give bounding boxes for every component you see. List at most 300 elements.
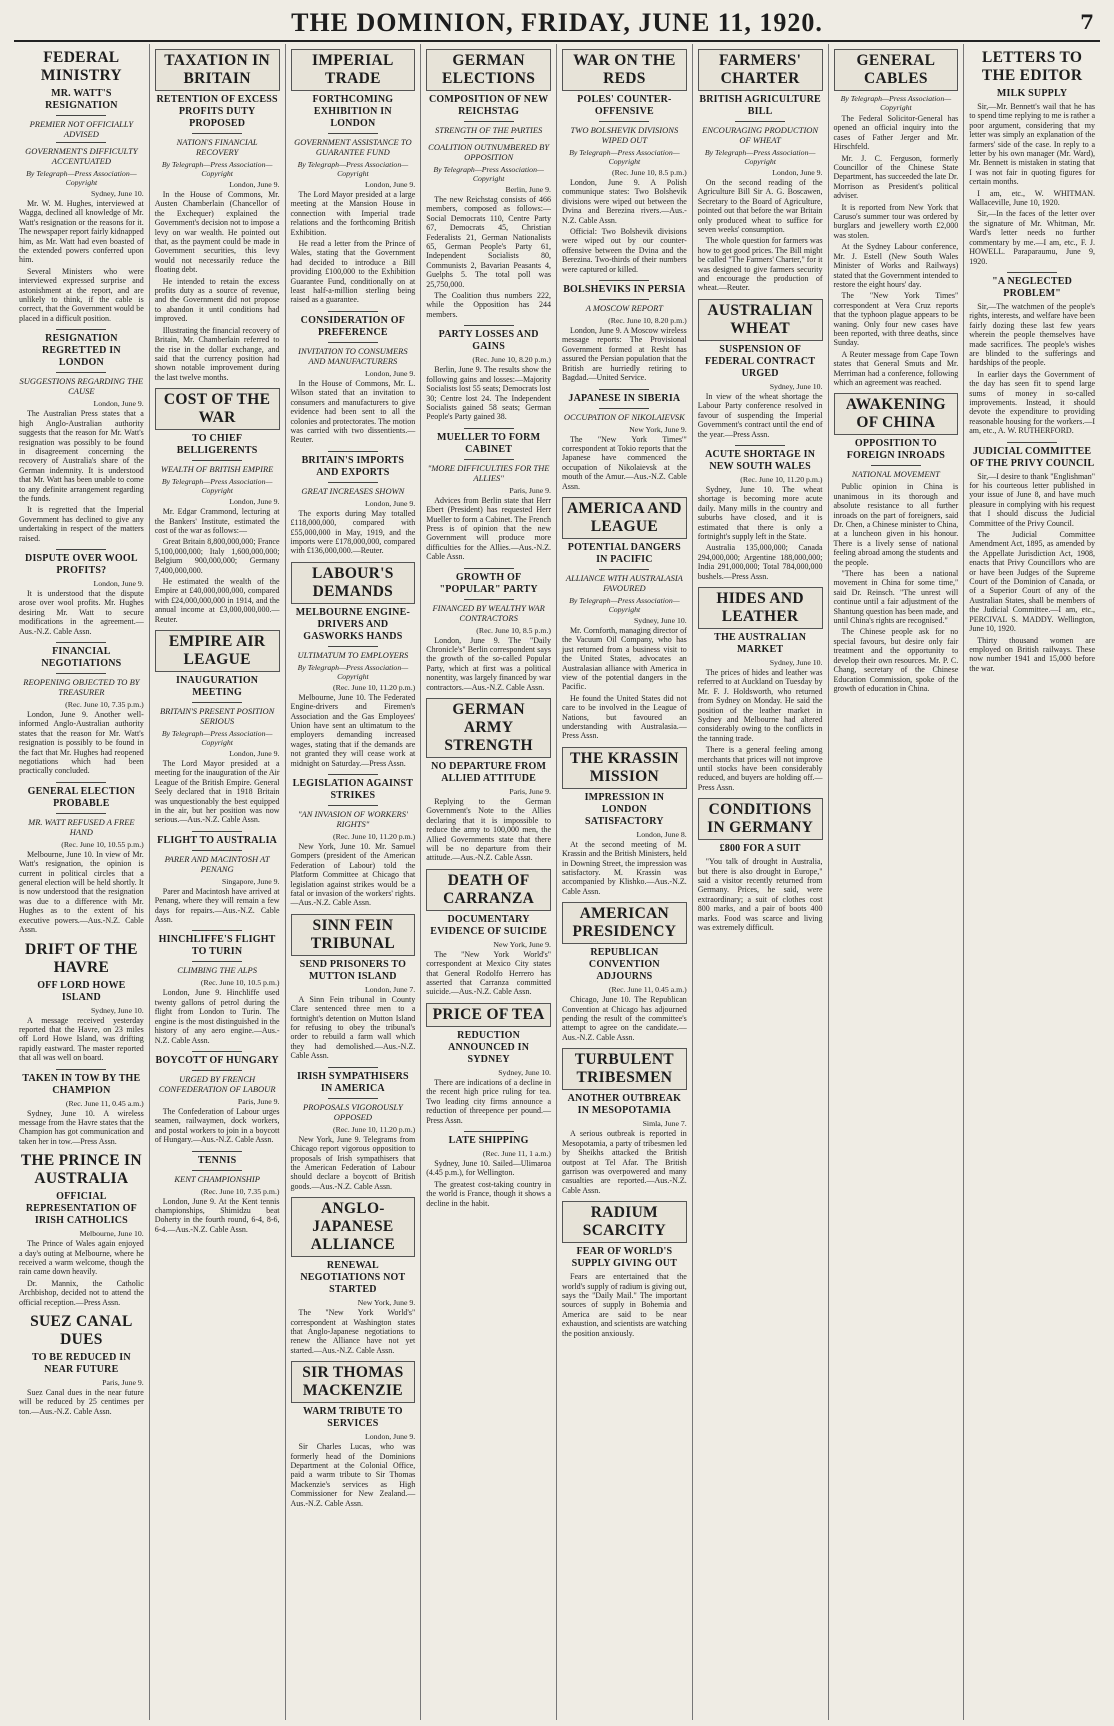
dateline: Simla, June 7. — [642, 1119, 687, 1129]
article-subheading: PROPOSALS VIGOROUSLY OPPOSED — [303, 1101, 403, 1122]
article-paragraph: Sydney, June 10. A wireless message from the Havre states that the Champion has got communication and taken her in tow.—Press Assn. — [19, 1108, 144, 1146]
section-divider — [599, 389, 649, 390]
article — [562, 747, 687, 896]
article-subheading: KENT CHAMPIONSHIP — [174, 1173, 260, 1184]
article-subheading: BOYCOTT OF HUNGARY — [155, 1054, 279, 1066]
article-headline: IMPERIAL TRADE — [291, 49, 416, 91]
dateline: (Rec. June 11, 0.45 a.m.) — [608, 985, 687, 995]
heading-rule — [192, 460, 242, 461]
article-paragraph: Several Ministers who were interviewed expressed surprise and astonishment at the report, and are unlikely to think, if the cable is correct, that the Government would be placed in a difficult position. — [19, 266, 144, 323]
dateline: (Rec. June 10, 7.35 p.m.) — [200, 1186, 280, 1196]
article-subheading: SUSPENSION OF FEDERAL CONTRACT URGED — [705, 343, 816, 379]
dateline: Singapore, June 9. — [221, 876, 280, 886]
section-divider — [464, 428, 514, 429]
dateline: London, June 9. — [93, 399, 144, 409]
column-3 — [286, 44, 422, 1720]
dateline: (Rec. June 10, 8.5 p.m.) — [476, 625, 551, 635]
article — [19, 549, 144, 636]
article-paragraph: Replying to the German Government's Note to the Allies declaring that it is impossible to reduce the army to 100,000 men, the Allied Governments state that there will be no departure from their attitude.—Aus.-N.Z. Cable Assn. — [426, 797, 551, 863]
article-headline: TAXATION IN BRITAIN — [155, 49, 280, 91]
section-divider — [599, 280, 649, 281]
dateline: London, June 9. — [229, 497, 280, 507]
article-headline: SINN FEIN TRIBUNAL — [291, 914, 416, 956]
article — [834, 49, 959, 387]
article — [19, 1313, 144, 1416]
article-subheading: "MORE DIFFICULTIES FOR THE ALLIES" — [427, 462, 550, 483]
article — [155, 388, 280, 624]
article-paragraph: Fears are entertained that the world's supply of radium is giving out, says the "Daily Mail." The important sources of supply in Bohemia and America are said to be near exhaustion, and scientists are watching the position anxiously. — [562, 1272, 687, 1338]
article-paragraph: In view of the wheat shortage the Labour Party conference resolved in favour of suspending the Imperial Government's contract until the end of the year.—Press Assn. — [697, 391, 823, 439]
article — [562, 280, 687, 382]
article-paragraph: There are indications of a decline in the recent high price ruling for tea. Two leading city firms announce a reduction of threepence per pound.—Press Assn. — [426, 1077, 551, 1125]
article-paragraph: The "New York Times'" correspondent at Tokio reports that the Japanese have commenced the occupation of Nikolaievsk at the mouth of the Amur.—Aus.-N.Z. Cable Assn. — [562, 434, 687, 491]
article — [155, 630, 280, 825]
dateline: Melbourne, June 10. — [79, 1229, 144, 1239]
dateline: (Rec. June 10, 10.5 p.m.) — [200, 978, 280, 988]
article-paragraph: Sir,—I desire to thank "Englishman" for his courteous letter published in your issue of June 8, and have much pleasure in complying with his request that I should discuss the Judicial Committee of the Privy Council. — [969, 471, 1095, 528]
article-paragraph: Public opinion in China is unanimous in its thorough and absolute resistance to all further inroads on the part of foreigners, said Dr. Chen, a Chinese minister to China, at a luncheon given in his honour. There is a lively sense of national feeling abroad among the students and the people. — [833, 482, 959, 567]
article-paragraph: Sydney, June 10. Sailed—Ulimaroa (4.45 p.m.), for Wellington. — [426, 1158, 551, 1178]
article — [19, 49, 144, 323]
heading-rule — [464, 599, 514, 600]
article — [19, 1152, 144, 1307]
article — [698, 587, 823, 792]
article-subheading: COMPOSITION OF NEW REICHSTAG — [428, 94, 549, 117]
heading-rule — [599, 299, 649, 300]
article-paragraph: London, June 9. The "Daily Chronicle's" Berlin correspondent says the growth of the so-called Popular Party, which at first was a political nonentity, was largely financed by war contractors.—Aus.-N.Z. Cable Assn. — [426, 635, 551, 692]
article — [19, 782, 144, 935]
dateline: London, June 9. — [772, 168, 823, 177]
dateline: London, June 9. — [229, 180, 280, 189]
article-paragraph: Sir,—In the faces of the letter over the signature of Mr. Whitman, Mr. Ward's letter needs no further commentary by me.—I am, etc., F. J. HOWELL. Paraparaumu, June 9, 1920. — [969, 209, 1095, 266]
article — [834, 393, 959, 693]
article-paragraph: The Judicial Committee Amendment Act, 1895, as amended by the Appellate Jurisdiction Act, 1908, enacts that Privy Councillors who are or have been Judges of the Supreme Court of the Dominion of Canada, or of a Superior Court of any of the Australian States, shall be members of the Judicial Committee.—I am, etc., PERCIVAL S. MADDY. Wellington, June 10, 1920. — [969, 530, 1095, 634]
article-headline: COST OF THE WAR — [155, 388, 280, 430]
article-headline: HIDES AND LEATHER — [698, 587, 823, 629]
article-subheading: ENCOURAGING PRODUCTION OF WHEAT — [702, 125, 819, 145]
dateline: London, June 9. — [365, 1432, 416, 1442]
article-headline: GENERAL CABLES — [834, 49, 959, 91]
article-paragraph: The "New York Times" correspondent at Vera Cruz reports that the typhoon plague appears to be waning. Only four new cases have been reported, with three deaths, since Sunday. — [833, 291, 959, 348]
dateline: Sydney, June 10. — [633, 615, 687, 625]
article-headline: ANGLO-JAPANESE ALLIANCE — [291, 1197, 416, 1257]
heading-rule — [328, 133, 378, 134]
article — [562, 49, 687, 274]
article-subheading: REDUCTION ANNOUNCED IN SYDNEY — [448, 1029, 530, 1065]
article-subheading: STRENGTH OF THE PARTIES — [434, 125, 543, 135]
article — [155, 1051, 280, 1145]
article-paragraph: At the second meeting of M. Krassin and the British Ministers, held in Downing Street, the impression was satisfactory. M. Krassin was accompanied by Klishko.—Aus.-N.Z. Cable Assn. — [562, 839, 687, 896]
heading-rule — [56, 142, 106, 143]
article-paragraph: London, June 9. A Moscow wireless message reports: The Provisional Government formed at Resht has assured the Persian population that the British are hurriedly retiring to Bagdad.—United Service. — [562, 326, 687, 383]
article-headline: EMPIRE AIR LEAGUE — [155, 630, 280, 672]
article-subheading: BRITISH AGRICULTURE BILL — [699, 94, 821, 117]
article — [698, 798, 823, 932]
heading-rule — [599, 569, 649, 570]
dateline: (Rec. June 10, 11.20 p.m.) — [333, 832, 416, 841]
article-paragraph: Chicago, June 10. The Republican Convention at Chicago has adjourned pending the result of the committee's attempt to agree on the candidate.—Aus.-N.Z. Cable Assn. — [562, 995, 687, 1042]
section-divider — [192, 831, 242, 832]
article-subheading: INAUGURATION MEETING — [176, 675, 259, 698]
heading-rule — [192, 1070, 242, 1071]
columns-container — [14, 44, 1100, 1720]
article — [969, 272, 1095, 436]
article-subheading: BRITAIN'S IMPORTS AND EXPORTS — [301, 454, 405, 478]
article-headline: LETTERS TO THE EDITOR — [981, 49, 1083, 84]
article-paragraph: Sydney, June 10. The wheat shortage is becoming more acute daily. Many mills in the country and suburbs have closed, and it is estimated that there is only a fortnight's supply left in the State. — [697, 484, 823, 541]
article — [562, 1201, 687, 1338]
page-number: 7 — [1080, 10, 1094, 34]
article-paragraph: Sir,—Mr. Bennett's wail that he has to spend time replying to me is rather a poor argument, considering that my letter was simply an explanation of the farmers' side of the case. In reply to a letter by his own manager (Mr. Ward), Mr. Bennett is mistaken in stating that I was not fair in quoting figures for certain months. — [969, 102, 1095, 187]
article-paragraph: Australia 135,000,000; Canada 294,000,000; Argentine 188,000,000; India 291,000,000; Total 784,000,000 bushels.—Press Assn. — [697, 543, 823, 581]
wire-credit: By Telegraph—Press Association—Copyright — [26, 169, 137, 187]
article-subheading: PREMIER NOT OFFICIALLY ADVISED — [29, 119, 134, 139]
article — [969, 442, 1095, 674]
heading-rule — [328, 1098, 378, 1099]
article — [291, 1067, 416, 1191]
article-paragraph: In earlier days the Government of the day has seen fit to spend large sums of money in so-called improvements. Instead, it should devote the expenditure to providing reasonable housing for the workers.—I am, etc., A. W. RUTHERFORD. — [969, 369, 1095, 436]
article-paragraph: The Federal Solicitor-General has opened an official inquiry into the cases of Father Jerger and Mr. Hirschfeld. — [833, 114, 959, 152]
article-paragraph: Melbourne, June 10. In view of Mr. Watt's resignation, the opinion is current in political circles that a general election will be held shortly. It is now understood that the resignation was due to a difference with Mr. Hughes as to the extent of his executive powers.—Aus.-N.Z. Cable Assn. — [19, 849, 144, 935]
heading-rule — [328, 646, 378, 647]
article-subheading: CONSIDERATION OF PREFERENCE — [300, 314, 406, 338]
heading-rule — [735, 121, 785, 122]
heading-rule — [192, 850, 242, 851]
article-subheading: NATION'S FINANCIAL RECOVERY — [176, 137, 258, 157]
column-2 — [150, 44, 286, 1720]
dateline: New York, June 9. — [629, 424, 687, 434]
article-paragraph: He found the United States did not care to be involved in the League of Nations, but favoured an understanding with Australasia.—Press Assn. — [562, 693, 687, 741]
article-paragraph: The Confederation of Labour urges seamen, railwaymen, dock workers, and postal workers to join in a boycott of Hungary.—Aus.-N.Z. Cable Assn. — [154, 1106, 280, 1145]
article-paragraph: The new Reichstag consists of 466 members, composed as follows:—Social Democrats 110, Centre Party 67, Democrats 45, Christian Federalists 21, German Nationalists 65, German People's Party 61, Independent Socialists 80, Communists 2, Bavarian Peasants 4, Guelphs 5. The total poll was 25,750,000. — [426, 195, 551, 289]
article-subheading: RESIGNATION REGRETTED IN LONDON — [41, 333, 121, 369]
article-paragraph: In the House of Commons, Mr. Austen Chamberlain (Chancellor of the Exchequer) explained the Government's decision not to impose a levy on war wealth. He pointed out that, as the payment could be made in Government securities, this levy would not necessarily reduce the floating debt. — [154, 190, 280, 275]
heading-rule — [599, 121, 649, 122]
article-subheading: "A NEGLECTED PROBLEM" — [992, 275, 1073, 299]
heading-rule — [192, 1170, 242, 1171]
article-headline: CONDITIONS IN GERMANY — [698, 798, 823, 840]
article — [291, 914, 416, 1061]
section-divider — [1007, 442, 1057, 443]
section-divider — [328, 1067, 378, 1068]
article-subheading: RENEWAL NEGOTIATIONS NOT STARTED — [300, 1260, 406, 1296]
heading-rule — [328, 482, 378, 483]
article-paragraph: A Sinn Fein tribunal in County Clare sentenced three men to a fortnight's detention on Mutton Island for refusing to obey the tribunal's order to rebuild a farm wall which they had demolished.—Aus.-N.Z. Cable Assn. — [290, 994, 416, 1061]
dateline: (Rec. June 10, 11.20 p.m.) — [333, 682, 416, 692]
wire-credit: By Telegraph—Press Association—Copyright — [569, 148, 680, 166]
article — [698, 445, 823, 581]
article — [19, 329, 144, 543]
article-paragraph: The greatest cost-taking country in the world is France, though it shows a decline in the habit. — [426, 1179, 551, 1208]
dateline: (Rec. June 10, 7.35 p.m.) — [65, 700, 144, 709]
section-divider — [328, 311, 378, 312]
article-headline: GERMAN ELECTIONS — [426, 49, 551, 91]
article-subheading: PARTY LOSSES AND GAINS — [438, 329, 539, 353]
wire-credit: By Telegraph—Press Association—Copyright — [840, 94, 952, 112]
section-divider — [192, 1051, 242, 1052]
article-paragraph: It is reported from New York that Caruso's summer tour was ordered by burglars and jewellery worth £2,000 was stolen. — [833, 202, 959, 240]
dateline: Paris, June 9. — [509, 485, 551, 495]
article-headline: SIR THOMAS MACKENZIE — [291, 1361, 416, 1403]
heading-rule — [464, 459, 514, 460]
article-headline: THE PRINCE IN AUSTRALIA — [20, 1152, 142, 1188]
article-headline: AUSTRALIAN WHEAT — [698, 299, 823, 341]
heading-rule — [328, 342, 378, 343]
article-paragraph: Advices from Berlin state that Herr Ebert (President) has requested Herr Mueller to form a Cabinet. The French Press is of opinion that the new Government will produce more difficulties for the Allies.—Aus.-N.Z. Cable Assn. — [426, 495, 551, 562]
section-divider — [56, 1069, 106, 1070]
dateline: London, June 9. — [365, 368, 416, 378]
article-subheading: GROWTH OF "POPULAR" PARTY — [439, 571, 538, 595]
article-paragraph: New York, June 9. Telegrams from Chicago report vigorous opposition to proposals of Irish sympathisers that the American Federation of Labour should declare a boycott of British goods.—Aus.-N.Z. Cable Assn. — [290, 1134, 416, 1191]
article-subheading: OPPOSITION TO FOREIGN INROADS — [846, 438, 946, 462]
article — [155, 930, 280, 1044]
article-paragraph: Official: Two Bolshevik divisions were wiped out by our counter-offensive between the Dvina and the Berezina. Two-thirds of their numbers were captured or killed. — [562, 227, 687, 274]
heading-rule — [56, 372, 106, 373]
article-paragraph: The "New York World's" correspondent at Washington states that Anglo-Japanese negotiations to renew the Alliance have not yet started.—Aus.-N.Z. Cable Assn. — [290, 1308, 416, 1355]
article — [155, 831, 280, 925]
article-paragraph: The Lord Mayor presided at a meeting for the inauguration of the Air League of the British Empire. General Seely declared that in 1918 Britain was unquestionably the best equipped in the air, but her position was now serious.—Aus.-N.Z. Cable Assn. — [154, 759, 280, 825]
section-divider — [56, 642, 106, 643]
wire-credit: By Telegraph—Press Association—Copyright — [297, 662, 409, 681]
article-paragraph: Illustrating the financial recovery of Britain, Mr. Chamberlain referred to the rise in the dollar exchange, and said that the currency position had shown notable improvement during the last twelve months. — [154, 325, 280, 382]
article — [426, 869, 551, 997]
article-subheading: ANOTHER OUTBREAK IN MESOPOTAMIA — [567, 1093, 682, 1117]
dateline: (Rec. June 10, 11.20 p.m.) — [333, 1124, 416, 1134]
article-subheading: PARER AND MACINTOSH AT PENANG — [164, 853, 270, 874]
article-headline: AMERICAN PRESIDENCY — [562, 902, 687, 944]
section-divider — [735, 445, 785, 446]
article-subheading: COALITION OUTNUMBERED BY OPPOSITION — [428, 142, 550, 162]
article — [291, 451, 416, 556]
dateline: Paris, June 9. — [509, 787, 551, 796]
article — [19, 941, 144, 1063]
article-paragraph: I am, etc., W. WHITMAN. Wallaceville, June 10, 1920. — [969, 188, 1095, 208]
article-subheading: FORTHCOMING EXHIBITION IN LONDON — [312, 94, 394, 129]
heading-rule — [56, 115, 106, 116]
article-paragraph: Sir,—The watchmen of the people's rights, interests, and welfare have been fairly dozing these last few years wherein the people themselves have made sacrifices. The people's wishes are blinded to the sufferings and hardships of the people. — [969, 301, 1095, 368]
article-headline: GERMAN ARMY STRENGTH — [426, 698, 551, 758]
article-subheading: NO DEPARTURE FROM ALLIED ATTITUDE — [431, 761, 547, 784]
article-subheading: TO CHIEF BELLIGERENTS — [176, 433, 258, 457]
wire-credit: By Telegraph—Press Association—Copyright — [161, 477, 273, 496]
article-paragraph: A message received yesterday reported that the Havre, on 23 miles off Lord Howe Island, was drifting rapidly eastward. The master reported that all was well on board. — [19, 1015, 144, 1063]
article-paragraph: London, June 9. Hinchliffe used twenty gallons of petrol during the flight from London to Turin. The engine is the most distinguished in the history of any aero engine.—Aus.-N.Z. Cable Assn. — [154, 988, 280, 1045]
section-divider — [192, 930, 242, 931]
section-divider — [464, 1131, 514, 1132]
article-paragraph: London, June 9. A Polish communique states: Two Bolshevik divisions were wiped out between the Dvina and Berezina rivers.—Aus.-N.Z. Cable Assn. — [562, 178, 687, 225]
article-subheading: "AN INVASION OF WORKERS' RIGHTS" — [297, 809, 408, 829]
article-subheading: GENERAL ELECTION PROBABLE — [27, 785, 136, 809]
article-paragraph: Melbourne, June 10. The Federated Engine-drivers and Firemen's Association and the Gas Employees' Union have sent an ultimatum to the employers demanding increased wages, stating that if the demands are not granted they will cease work at midnight on Saturday.—Press Assn. — [290, 692, 416, 768]
column-4 — [421, 44, 557, 1720]
section-divider — [464, 568, 514, 569]
article-subheading: FEAR OF WORLD'S SUPPLY GIVING OUT — [571, 1246, 678, 1270]
article-subheading: LATE SHIPPING — [448, 1134, 529, 1146]
article-subheading: DOCUMENTARY EVIDENCE OF SUICIDE — [430, 913, 548, 937]
heading-rule — [328, 805, 378, 806]
article — [562, 389, 687, 491]
article-headline: LABOUR'S DEMANDS — [291, 562, 416, 604]
article-subheading: FINANCIAL NEGOTIATIONS — [41, 646, 122, 669]
dateline: New York, June 9. — [493, 939, 551, 949]
section-divider — [56, 549, 106, 550]
column-5 — [557, 44, 693, 1720]
article — [562, 1048, 687, 1195]
article — [291, 774, 416, 908]
wire-credit: By Telegraph—Press Association—Copyright — [161, 160, 273, 178]
article-subheading: FLIGHT TO AUSTRALIA — [157, 834, 278, 846]
dateline: Sydney, June 10. — [90, 1005, 144, 1015]
article-paragraph: Mr. Edgar Crammond, lecturing at the Bankers' Institute, estimated the cost of the war as follows:— — [154, 507, 280, 535]
article — [291, 562, 416, 768]
article-paragraph: "You talk of drought in Australia, but there is also drought in Europe," said a visitor recently returned from Germany. Prices, he said, were extraordinary; a suit of clothes cost 800 marks, and a pair of boots 400 marks. Food was scarce and living was extremely difficult. — [697, 857, 823, 933]
article-subheading: POTENTIAL DANGERS IN PACIFIC — [567, 541, 681, 565]
article-subheading: REOPENING OBJECTED TO BY TREASURER — [23, 677, 140, 697]
article-subheading: THE AUSTRALIAN MARKET — [714, 631, 807, 655]
article — [291, 311, 416, 445]
article — [426, 49, 551, 319]
article-subheading: NATIONAL MOVEMENT — [851, 469, 940, 480]
section-divider — [56, 782, 106, 783]
article-subheading: OCCUPATION OF NIKOLAIEVSK — [563, 411, 685, 422]
article-subheading: IMPRESSION IN LONDON SATISFACTORY — [584, 791, 665, 827]
article-paragraph: Mr. J. C. Ferguson, formerly Councillor of the Chinese State Department, has succeeded the late Dr. Morrison as President's political adviser. — [833, 153, 959, 201]
dateline: London, June 9. — [93, 578, 144, 588]
article — [426, 568, 551, 692]
article-subheading: MR. WATT'S RESIGNATION — [45, 88, 118, 111]
article-paragraph: It is understood that the dispute arose over wool profits. Mr. Hughes desiring Mr. Watt to secure modifications in the agreement.—Aus.-N.Z. Cable Assn. — [19, 588, 144, 636]
heading-rule — [464, 138, 514, 139]
article-paragraph: The whole question for farmers was how to get good prices. The Bill might be called "The Farmers' Charter," for it was designed to give farmers security and encourage the production of wheat.—Reuter. — [697, 236, 823, 293]
column-8 — [964, 44, 1100, 1720]
article-subheading: HINCHLIFFE'S FLIGHT TO TURIN — [158, 934, 276, 958]
article-subheading: GREAT INCREASES SHOWN — [301, 485, 405, 496]
article — [426, 1003, 551, 1125]
article-subheading: GOVERNMENT ASSISTANCE TO GUARANTEE FUND — [294, 137, 412, 157]
article-paragraph: He intended to retain the excess profits duty as a source of revenue, and the Government did not propose to abandon it until conditions had improved. — [154, 276, 280, 324]
article-subheading: DISPUTE OVER WOOL PROFITS? — [25, 552, 138, 576]
dateline: Berlin, June 9. — [505, 185, 551, 194]
article — [19, 642, 144, 776]
dateline: Sydney, June 10. — [90, 189, 144, 198]
article-subheading: JAPANESE IN SIBERIA — [568, 392, 681, 404]
article-subheading: ULTIMATUM TO EMPLOYERS — [297, 649, 409, 660]
article-paragraph: The Australian Press states that a high Anglo-Australian authority suggests that the reason for Mr. Watt's resignation was possibly to be found in disagreement concerning the recovery of Australia's share of the German indemnity. It is understood that Mr. Watt has been unable to come to any definite arrangement regarding the funds. — [19, 409, 144, 503]
article-subheading: REPUBLICAN CONVENTION ADJOURNS — [588, 947, 660, 983]
article-paragraph: The Coalition thus numbers 222, while the Opposition has 244 members. — [426, 291, 551, 319]
article-headline: SUEZ CANAL DUES — [30, 1313, 133, 1348]
article — [155, 1151, 280, 1235]
article — [291, 1361, 416, 1508]
article-subheading: RETENTION OF EXCESS PROFITS DUTY PROPOSED — [156, 94, 278, 129]
column-1 — [14, 44, 150, 1720]
dateline: (Rec. June 11, 1 a.m.) — [482, 1148, 551, 1158]
section-divider — [328, 451, 378, 452]
article-paragraph: A serious outbreak is reported in Mesopotamia, a party of tribesmen led by Sheikhs attacked the British outpost at Tel Afar. The British garrison was overpowered and many casualties are reported.—Aus.-N.Z. Cable Assn. — [562, 1129, 687, 1195]
section-divider — [464, 325, 514, 326]
dateline: London, June 9. — [365, 498, 416, 508]
dateline: Sydney, June 10. — [769, 657, 823, 667]
dateline: New York, June 9. — [357, 1298, 416, 1308]
article — [291, 49, 416, 305]
article — [698, 299, 823, 439]
section-divider — [328, 774, 378, 775]
dateline: (Rec. June 10, 10.55 p.m.) — [61, 839, 144, 849]
article-headline: AWAKENING OF CHINA — [834, 393, 959, 435]
article-paragraph: Sir Charles Lucas, who was formerly head of the Dominions Department at the Colonial Office, paid a warm tribute to Sir Thomas Mackenzie's services as High Commissioner for New Zealand.—Aus.-N.Z. Cable Assn. — [290, 1442, 416, 1508]
article-paragraph: In the House of Commons, Mr. L. Wilson stated that an invitation to consumers and manufacturers to give evidence had been sent to all the colonies and protectorates. The motion was carried with two dissentients.—Reuter. — [290, 378, 416, 445]
heading-rule — [871, 465, 921, 466]
heading-rule — [56, 813, 106, 814]
article — [426, 325, 551, 421]
article-subheading: TWO BOLSHEVIK DIVISIONS WIPED OUT — [570, 125, 679, 145]
article-subheading: BOLSHEVIKS IN PERSIA — [563, 284, 686, 296]
article-headline: DEATH OF CARRANZA — [426, 869, 551, 911]
article-subheading: WEALTH OF BRITISH EMPIRE — [160, 464, 274, 475]
article — [969, 49, 1095, 266]
wire-credit: By Telegraph—Press Association—Copyright — [704, 148, 816, 166]
article-paragraph: Parer and Macintosh have arrived at Penang, where they will remain a few days for repairs.—Aus.-N.Z. Cable Assn. — [154, 886, 280, 925]
article-subheading: £800 FOR A SUIT — [719, 843, 801, 855]
article-headline: WAR ON THE REDS — [562, 49, 687, 91]
article — [291, 1197, 416, 1355]
article-paragraph: London, June 9. Another well-informed Anglo-Australian authority states that the reason for Mr. Watt's resignation is possibly to be found in the fact that Mr. Hughes had reopened negotiations which had been practically concluded. — [19, 710, 144, 776]
article-paragraph: At the Sydney Labour conference, Mr. J. Estell (New South Wales Minister of Works and Railways) stated that the Government intended to restore the eight hours' day. — [833, 242, 959, 289]
article-headline: FEDERAL MINISTRY — [40, 49, 122, 84]
article-subheading: URGED BY FRENCH CONFEDERATION OF LABOUR — [158, 1073, 276, 1094]
article-paragraph: The Chinese people ask for no special favours, but desire only fair treatment and the opportunity to develop their own resources. Mr. P. C. Chang, secretary of the Chinese Education Commission, spoke of the growth of education in China. — [833, 627, 959, 693]
article-subheading: OFF LORD HOWE ISLAND — [37, 979, 126, 1003]
article-paragraph: The Lord Mayor presided at a large meeting at the Mansion House in connection with Imperial trade relations and the forthcoming British Exhibition. — [290, 190, 416, 237]
article — [426, 428, 551, 562]
dateline: London, June 9. — [365, 180, 416, 189]
article-subheading: POLES' COUNTER-OFFENSIVE — [577, 94, 672, 117]
article-paragraph: He estimated the wealth of the Empire at £40,000,000,000, compared with £24,000,000,000 in 1914, and the annual income at £3,000,000,000.—Reuter. — [154, 576, 280, 624]
article-subheading: BRITAIN'S PRESENT POSITION SERIOUS — [159, 706, 275, 726]
article — [19, 1069, 144, 1147]
wire-credit: By Telegraph—Press Association—Copyright — [569, 595, 680, 614]
heading-rule — [464, 121, 514, 122]
article-subheading: JUDICIAL COMMITTEE OF THE PRIVY COUNCIL — [969, 445, 1095, 469]
dateline: Sydney, June 10. — [498, 1067, 551, 1077]
article-headline: FARMERS' CHARTER — [698, 49, 823, 91]
article-paragraph: There is a general feeling among merchants that prices will not improve until stocks have been considerably reduced, and buyers are holding off.—Press Assn. — [697, 745, 823, 792]
heading-rule — [192, 961, 242, 962]
heading-rule — [56, 673, 106, 674]
article-subheading: WARM TRIBUTE TO SERVICES — [303, 1406, 403, 1430]
dateline: Sydney, June 10. — [769, 381, 823, 391]
article-headline: RADIUM SCARCITY — [562, 1201, 687, 1243]
article-paragraph: Mr. Cornforth, managing director of the Vacuum Oil Company, who has just returned from a business visit to the United States, advocates an Australasian alliance with America in view of the potential dangers in the Pacific. — [562, 625, 687, 692]
article — [426, 698, 551, 863]
article-subheading: FINANCED BY WEALTHY WAR CONTRACTORS — [432, 602, 545, 623]
article-headline: TURBULENT TRIBESMEN — [562, 1048, 687, 1090]
article — [155, 49, 280, 382]
dateline: London, June 9. — [229, 749, 280, 758]
article-paragraph: Thirty thousand women are employed on British railways. These now number 1941 and 15,000 before the war. — [969, 635, 1095, 673]
article-headline: THE KRASSIN MISSION — [562, 747, 687, 789]
heading-rule — [192, 702, 242, 703]
article-subheading: TAKEN IN TOW BY THE CHAMPION — [22, 1072, 141, 1096]
article-subheading: ACUTE SHORTAGE IN NEW SOUTH WALES — [705, 448, 816, 472]
article-paragraph: The Prince of Wales again enjoyed a day's outing at Melbourne, where he received a warm welcome, though the rain came down heavily. — [19, 1239, 144, 1277]
article-paragraph: Dr. Mannix, the Catholic Archbishop, decided not to attend the official reception.—Press Assn. — [19, 1278, 144, 1307]
article-subheading: SUGGESTIONS REGARDING THE CAUSE — [19, 376, 144, 397]
article-subheading: IRISH SYMPATHISERS IN AMERICA — [296, 1070, 409, 1094]
article-subheading: TENNIS — [197, 1154, 237, 1166]
article-headline: DRIFT OF THE HAVRE — [25, 940, 138, 976]
wire-credit: By Telegraph—Press Association—Copyright — [297, 160, 409, 178]
